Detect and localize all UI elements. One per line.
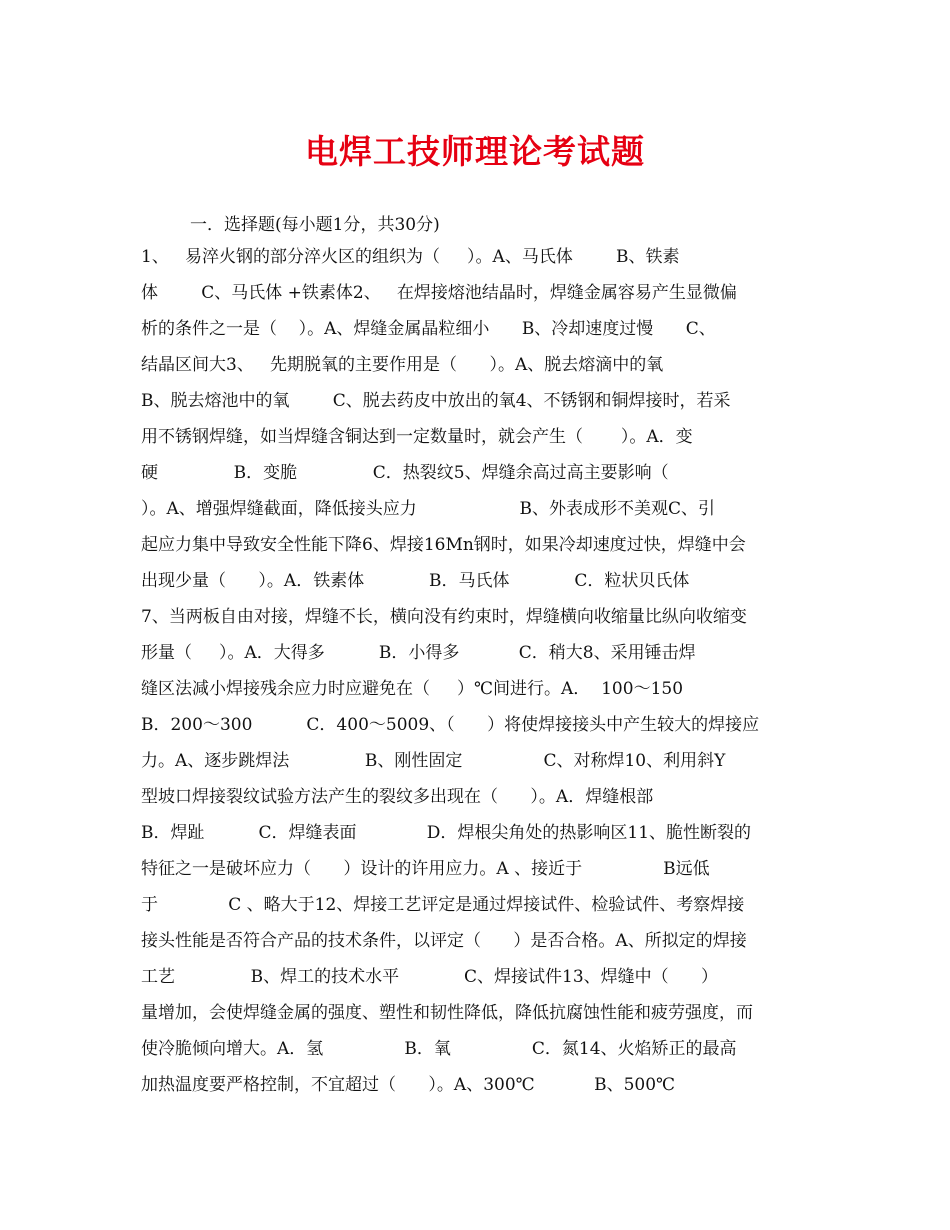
text-line: 1、 易淬火钢的部分淬火区的组织为（ ）。A、马氏体 B、铁素	[141, 247, 680, 267]
text-line: 形量（ ）。A．大得多 B．小得多 C．稍大8、采用锤击焊	[141, 643, 696, 663]
text-line: 结晶区间大3、 先期脱氧的主要作用是（ ）。A、脱去熔滴中的氧	[141, 355, 664, 375]
text-line: 出现少量（ ）。A．铁素体 B．马氏体 C．粒状贝氏体	[141, 571, 690, 591]
text-line: 型坡口焊接裂纹试验方法产生的裂纹多出现在（ ）。A．焊缝根部	[141, 787, 654, 807]
text-line: 缝区法减小焊接残余应力时应避免在（ ）℃间进行。A． 100～150	[141, 679, 684, 699]
question-body	[141, 243, 813, 1107]
section-heading: 一．选择题(每小题1分，共30分)	[190, 215, 440, 235]
text-line: ）。A、增强焊缝截面，降低接头应力 B、外表成形不美观C、引	[141, 499, 715, 519]
text-line: 用不锈钢焊缝，如当焊缝含铜达到一定数量时，就会产生（ ）。A．变	[141, 427, 693, 447]
text-line: 于 C 、略大于12、焊接工艺评定是通过焊接试件、检验试件、考察焊接	[141, 895, 745, 915]
text-line: 使冷脆倾向增大。A．氢 B．氧 C．氮14、火焰矫正的最高	[141, 1039, 737, 1059]
text-line: 7、当两板自由对接，焊缝不长，横向没有约束时，焊缝横向收缩量比纵向收缩变	[141, 607, 747, 627]
text-line: B．200～300 C．400～5009、（ ）将使焊接接头中产生较大的焊接应	[141, 715, 760, 735]
text-line: 工艺 B、焊工的技术水平 C、焊接试件13、焊缝中（ ）	[141, 967, 719, 987]
text-line: 量增加，会使焊缝金属的强度、塑性和韧性降低，降低抗腐蚀性能和疲劳强度，而	[141, 1003, 753, 1023]
text-line: 力。A、逐步跳焊法 B、刚性固定 C、对称焊10、利用斜Y	[141, 751, 726, 771]
text-line: 析的条件之一是（ ）。A、焊缝金属晶粒细小 B、冷却速度过慢 C、	[141, 319, 716, 339]
text-line: 硬 B．变脆 C．热裂纹5、焊缝余高过高主要影响（	[141, 463, 669, 483]
text-line: 接头性能是否符合产品的技术条件，以评定（ ）是否合格。A、所拟定的焊接	[141, 931, 747, 951]
text-line: B．焊趾 C．焊缝表面 D．焊根尖角处的热影响区11、脆性断裂的	[141, 823, 752, 843]
text-line: 起应力集中导致安全性能下降6、焊接16Mn钢时，如果冷却速度过快，焊缝中会	[141, 535, 746, 555]
text-line: 特征之一是破坏应力（ ）设计的许用应力。A 、接近于 B远低	[141, 859, 710, 879]
text-line: 体 C、马氏体 +铁素体2、 在焊接熔池结晶时，焊缝金属容易产生显微偏	[141, 283, 737, 303]
text-line: B、脱去熔池中的氧 C、脱去药皮中放出的氧4、不锈钢和铜焊接时，若采	[141, 391, 731, 411]
text-line: 加热温度要严格控制，不宜超过（ ）。A、300℃ B、500℃	[141, 1075, 676, 1095]
page-title: 电焊工技师理论考试题	[305, 132, 645, 171]
